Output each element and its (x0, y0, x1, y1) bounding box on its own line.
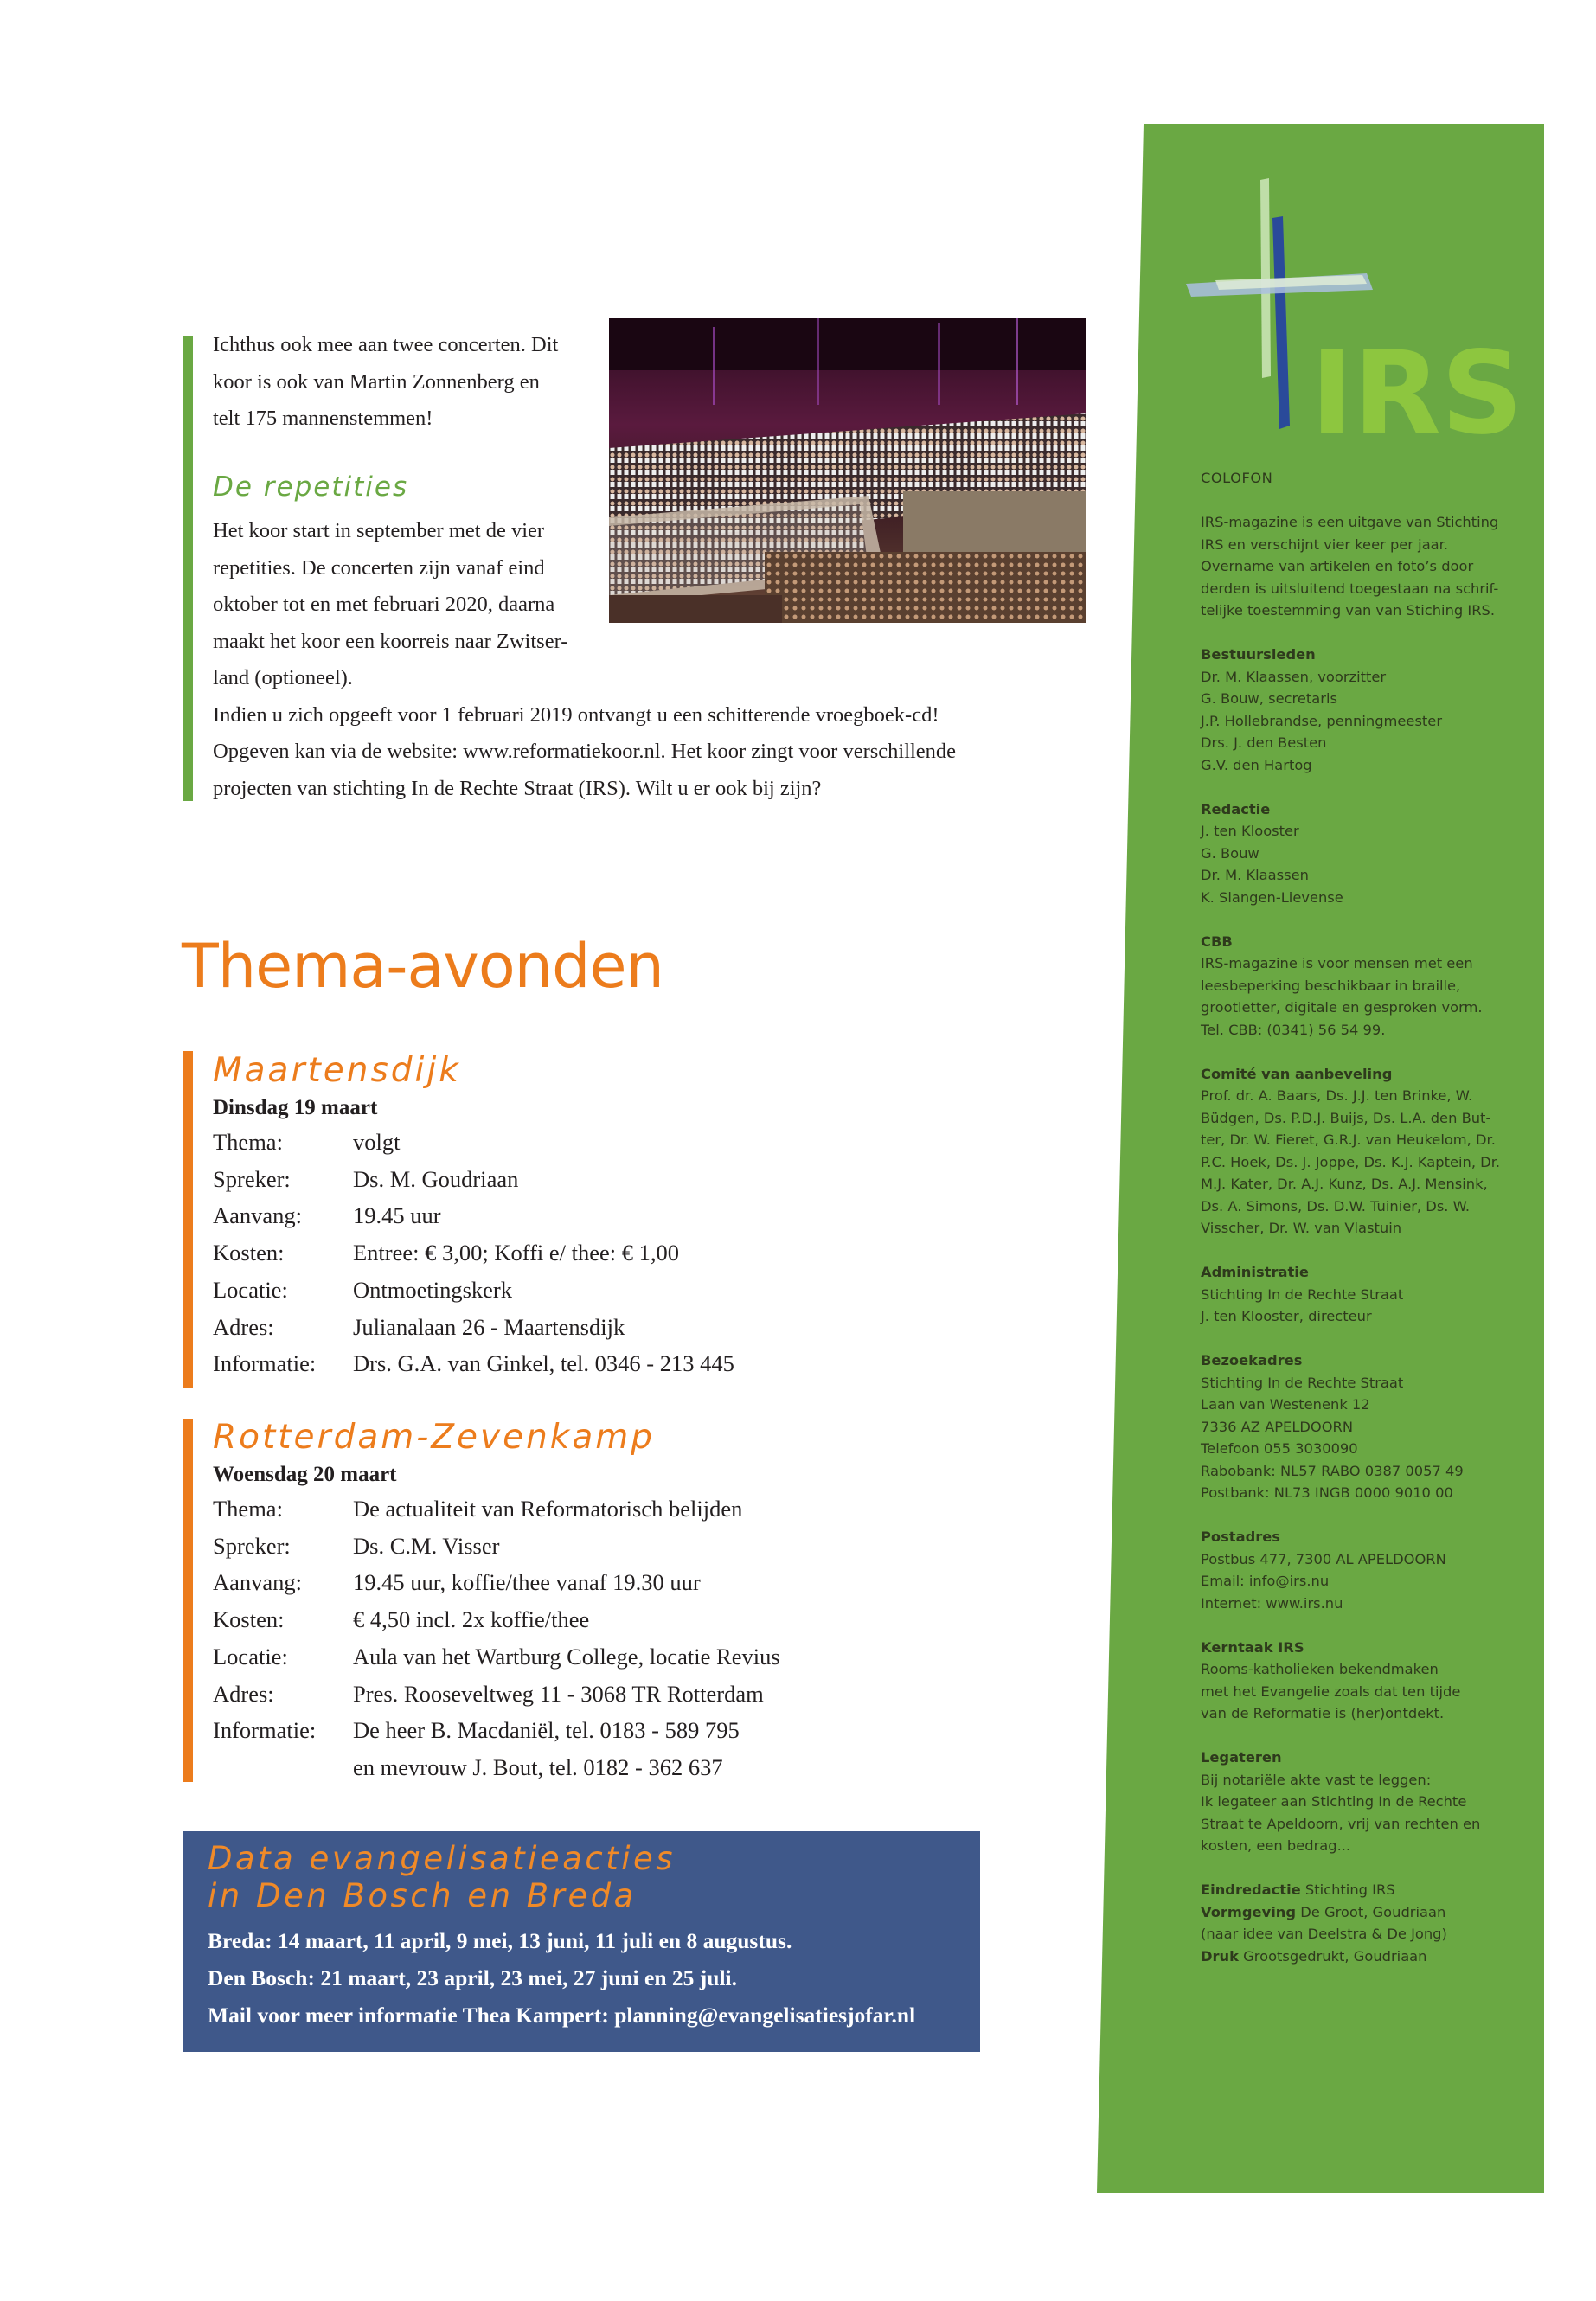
data-box-line-breda: Breda: 14 maart, 11 april, 9 mei, 13 juni, 11 juli en 8 augustus. (208, 1928, 792, 1953)
event-row: Kosten: Entree: € 3,00; Koffi e/ thee: € 1,00 (213, 1240, 680, 1266)
event-place: Rotterdam-Zevenkamp (213, 1418, 656, 1457)
thema-avonden-title: Thema-avonden (182, 931, 663, 1002)
logo-cross-blue-bar (1272, 216, 1290, 429)
colofon-credits: Eindredactie Stichting IRS Vormgeving De Groot, Goudriaan (naar idee van Deelstra & De Jong) Druk Grootsgedrukt, Goudriaan (1201, 1881, 1447, 1965)
event-row: Spreker: Ds. C.M. Visser (213, 1532, 500, 1559)
colofon-section-cbb: CBB IRS-magazine is voor mensen met een leesbeperking beschikbaar in braille, grootletter, digitale en gesproken vorm. Tel. CBB: (0341) 56 54 99. (1201, 933, 1483, 1038)
evangelisatie-data-box (183, 1831, 980, 2052)
logo-cross-light-bar (1260, 178, 1271, 378)
event-date: Woensdag 20 maart (213, 1463, 397, 1486)
event-row: Thema: volgt (213, 1129, 401, 1155)
colofon-section-redactie: Redactie J. ten Klooster G. Bouw Dr. M. Klaassen K. Slangen-Lievense (1201, 800, 1343, 906)
event-rotterdam-zevenkamp (213, 1416, 991, 1786)
choir-concert-photo (609, 318, 1086, 623)
article-accent-bar (183, 336, 193, 801)
event-row: Kosten: € 4,50 incl. 2x koffie/thee (213, 1606, 590, 1633)
event-row: Thema: De actualiteit van Reformatorisch belijden (213, 1496, 743, 1522)
event-row: Informatie: Drs. G.A. van Ginkel, tel. 0346 - 213 445 (213, 1350, 734, 1377)
event-date: Dinsdag 19 maart (213, 1096, 378, 1119)
event-row: Locatie: Ontmoetingskerk (213, 1276, 512, 1303)
event-accent-bar (183, 1419, 193, 1782)
data-box-line-mail: Mail voor meer informatie Thea Kampert: planning@evangelisatiesjofar.nl (208, 2003, 916, 2028)
event-row: Locatie: Aula van het Wartburg College, locatie Revius (213, 1643, 780, 1670)
data-box-heading: Data evangelisatieacties in Den Bosch en Breda (208, 1840, 676, 1914)
colofon-intro: IRS-magazine is een uitgave van Stichting IRS en verschijnt vier keer per jaar. Overname van artikelen en foto’s door derden is uitsluitend toegestaan na schrif- telijke toestemming van van Stiching IRS. (1201, 514, 1499, 619)
event-row: Spreker: Ds. M. Goudriaan (213, 1165, 519, 1192)
event-row: Adres: Julianalaan 26 - Maartensdijk (213, 1313, 625, 1340)
repetities-body: Het koor start in september met de vier repetities. De concerten zijn vanaf eind oktober tot en met februari 2020, daarna maakt het koor een koorreis naar Zwitser- land (optioneel). Indien u zich opgeeft voor 1 februari 2019 ontvangt u een schitterende vroegboek-cd! Opgeven kan via de website: www.reformatiekoor.nl. Het koor zingt voor verschillende projecten van stichting In de Rechte Straat (IRS). Wilt u er ook bij zijn? (213, 519, 957, 800)
data-box-line-den-bosch: Den Bosch: 21 maart, 23 april, 23 mei, 27 juni en 25 juli. (208, 1965, 737, 1990)
event-row: en mevrouw J. Bout, tel. 0182 - 362 637 (353, 1753, 723, 1780)
event-row: Aanvang: 19.45 uur, koffie/thee vanaf 19.30 uur (213, 1569, 701, 1596)
irs-cross-logo (1181, 173, 1523, 460)
colofon-section-bezoekadres: Bezoekadres Stichting In de Rechte Straat Laan van Westenenk 12 7336 AZ APELDOORN Telefoon 055 3030090 Rabobank: NL57 RABO 0387 0057 49 Postbank: NL73 INGB 0000 9010 00 (1201, 1352, 1464, 1501)
colofon-section-kerntaak: Kerntaak IRS Rooms-katholieken bekendmaken met het Evangelie zoals dat ten tijde van de Reformatie is (her)ontdekt. (1201, 1638, 1461, 1721)
event-place: Maartensdijk (213, 1051, 461, 1090)
colofon (1201, 467, 1501, 1990)
event-row: Adres: Pres. Rooseveltweg 11 - 3068 TR Rotterdam (213, 1680, 764, 1707)
event-row: Aanvang: 19.45 uur (213, 1202, 441, 1229)
colofon-title: COLOFON (1201, 470, 1273, 486)
event-accent-bar (183, 1051, 193, 1388)
logo-wordmark: IRS (1311, 327, 1523, 460)
event-maartensdijk (213, 1049, 991, 1382)
colofon-section-bestuursleden: Bestuursleden Dr. M. Klaassen, voorzitter G. Bouw, secretaris J.P. Hollebrandse, penningmeester Drs. J. den Besten G.V. den Hartog (1201, 646, 1443, 773)
colofon-section-administratie: Administratie Stichting In de Rechte Straat J. ten Klooster, directeur (1201, 1264, 1404, 1324)
article-intro: Ichthus ook mee aan twee concerten. Dit koor is ook van Martin Zonnenberg en telt 175 mannenstemmen! (213, 333, 559, 430)
repetities-heading: De repetities (213, 471, 409, 503)
event-row: Informatie: De heer B. Macdaniël, tel. 0183 - 589 795 (213, 1717, 740, 1744)
colofon-section-comite: Comité van aanbeveling Prof. dr. A. Baars, Ds. J.J. ten Brinke, W. Büdgen, Ds. P.D.J. Buijs, Ds. L.A. den But- ter, Dr. W. Fieret, G.R.J. van Heukelom, Dr. P.C. Hoek, Ds. J. Joppe, Ds. K.J. Kaptein, Dr. M.J. Kater, Dr. A.J. Kunz, Ds. A.J. Mensink, Ds. A. Simons, Ds. D.W. Tuinier, Ds. W. Visscher, Dr. W. van Vlastuin (1201, 1065, 1501, 1236)
colofon-section-legateren: Legateren Bij notariële akte vast te leggen: Ik legateer aan Stichting In de Rechte Straat te Apeldoorn, vrij van rechten en kosten, een bedrag... (1201, 1749, 1481, 1854)
colofon-section-postadres: Postadres Postbus 477, 7300 AL APELDOORN Email: info@irs.nu Internet: www.irs.nu (1201, 1529, 1446, 1612)
